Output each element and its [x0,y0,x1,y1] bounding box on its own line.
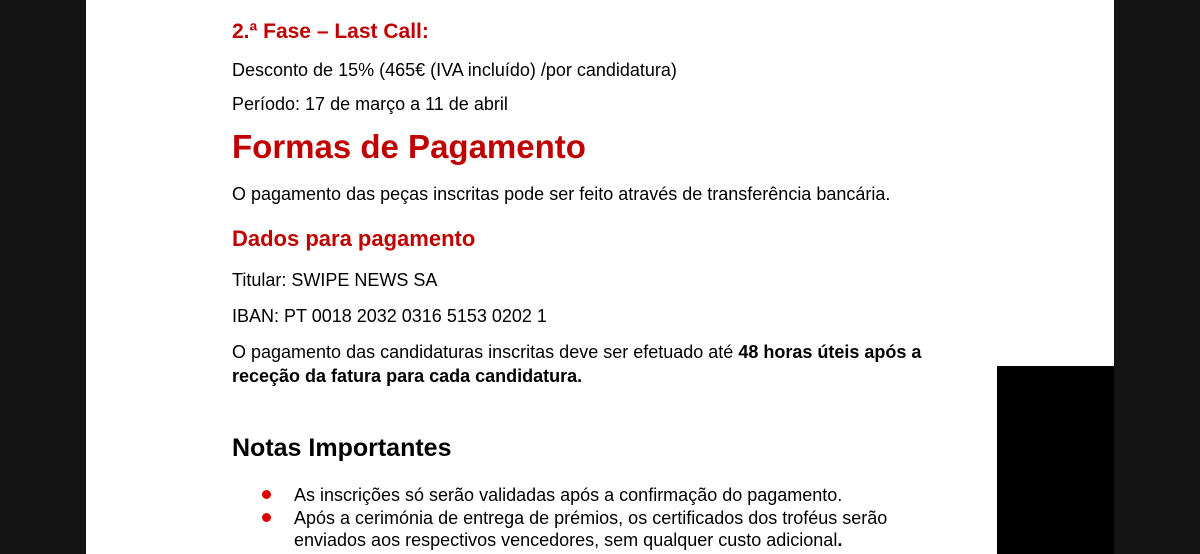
payment-intro: O pagamento das peças inscritas pode ser feito através de transferência bancária. [232,184,891,204]
phase2-discount: Desconto de 15% (465€ (IVA incluído) /por candidatura) [232,60,677,80]
account-holder: Titular: SWIPE NEWS SA [232,270,438,290]
payment-data-subheading: Dados para pagamento [232,226,476,251]
notes-heading: Notas Importantes [232,434,452,462]
bullet-dot-icon [262,490,271,499]
phase2-period: Período: 17 de março a 11 de abril [232,94,508,114]
document-page [86,0,1114,554]
payment-heading: Formas de Pagamento [232,128,586,165]
bullet-dot-icon [262,513,271,522]
notes-list [262,484,962,552]
note-bold-suffix: . [837,530,843,550]
note-text: As inscrições só serão validadas após a confirmação do pagamento. [294,485,843,505]
account-iban: IBAN: PT 0018 2032 0316 5153 0202 1 [232,306,547,326]
phase2-title: 2.ª Fase – Last Call: [232,20,429,43]
black-overlay-box [997,366,1114,554]
note-text: Após a cerimónia de entrega de prémios, os certificados dos troféus serão enviados aos respectivos vencedores, sem qualquer custo adicional [294,508,888,550]
list-item [262,507,962,551]
payment-deadline [232,340,992,388]
payment-deadline-text: O pagamento das candidaturas inscritas deve ser efetuado até [232,342,739,362]
list-item [262,484,962,506]
payment-deadline-emphasis: 48 horas úteis após a receção da fatura para cada candidatura. [232,342,922,386]
